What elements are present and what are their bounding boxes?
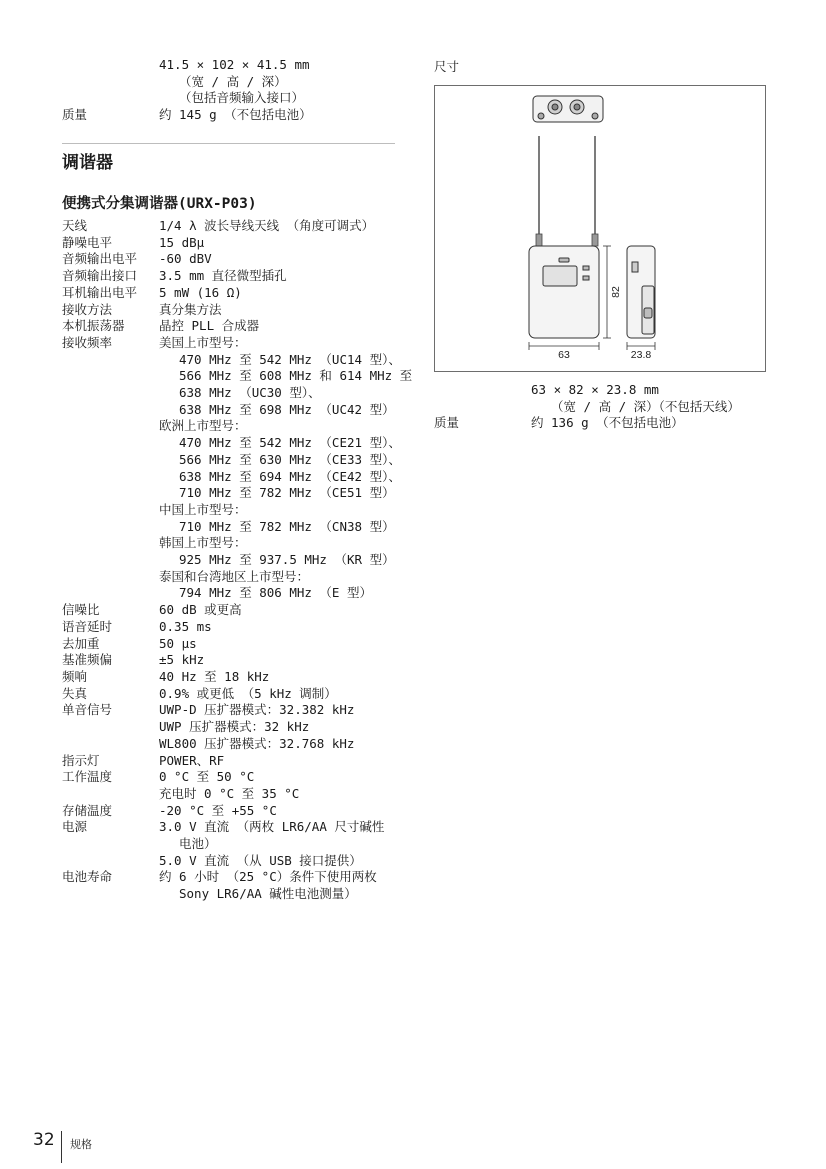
spec-label: 指示灯 bbox=[62, 752, 100, 768]
spec-values bbox=[159, 753, 402, 770]
spec-table bbox=[62, 218, 413, 903]
spec-values bbox=[159, 652, 402, 669]
spec-value-line: UWP 压扩器模式：32 kHz bbox=[159, 719, 310, 735]
spec-label: 失真 bbox=[62, 685, 88, 701]
spec-row bbox=[62, 803, 402, 820]
spec-value-line: 925 MHz 至 937.5 MHz （KR 型） bbox=[179, 552, 395, 568]
spec-value-line: 0.35 ms bbox=[159, 618, 212, 634]
spec-row bbox=[62, 652, 402, 669]
spec-label: 静噪电平 bbox=[62, 234, 113, 250]
spec-value-line: 约 136 g （不包括电池） bbox=[531, 415, 684, 431]
spec-values bbox=[159, 285, 402, 302]
spec-values bbox=[159, 819, 402, 869]
spec-value-line: （包括音频输入接口） bbox=[179, 90, 305, 106]
dim-depth-label: 23.8 bbox=[630, 349, 652, 361]
spec-value-line: 638 MHz 至 698 MHz （UC42 型） bbox=[179, 401, 395, 417]
spec-value-line: 3.5 mm 直径微型插孔 bbox=[159, 268, 287, 284]
spec-values bbox=[159, 669, 402, 686]
spec-row bbox=[62, 819, 402, 869]
spec-label: 耳机输出电平 bbox=[62, 284, 138, 300]
spec-value-line: 566 MHz 至 630 MHz （CE33 型）、 bbox=[179, 451, 401, 467]
spec-values bbox=[159, 218, 402, 235]
front-view bbox=[529, 246, 599, 338]
spec-label: 电池寿命 bbox=[62, 869, 113, 885]
spec-label: 音频输出电平 bbox=[62, 251, 138, 267]
spec-label bbox=[434, 382, 531, 415]
spec-value-line: 约 6 小时 （25 °C）条件下使用两枚 bbox=[159, 869, 377, 885]
dimension-figure bbox=[434, 85, 766, 372]
receiver-drawing bbox=[435, 86, 765, 371]
spec-value-line: 638 MHz 至 694 MHz （CE42 型）、 bbox=[179, 468, 401, 484]
spec-value-line: 41.5 × 102 × 41.5 mm bbox=[159, 57, 310, 72]
spec-values bbox=[159, 769, 402, 802]
spec-row bbox=[62, 753, 402, 770]
spec-label: 基准频偏 bbox=[62, 652, 113, 668]
spec-value-line: 40 Hz 至 18 kHz bbox=[159, 668, 270, 684]
spec-row bbox=[62, 318, 402, 335]
figure-caption: 尺寸 bbox=[434, 59, 460, 74]
spec-row bbox=[62, 702, 402, 752]
spec-row bbox=[62, 268, 402, 285]
spec-label: 存储温度 bbox=[62, 802, 113, 818]
spec-row bbox=[62, 251, 402, 268]
spec-values bbox=[159, 107, 396, 124]
spec-values bbox=[531, 415, 774, 432]
spec-values bbox=[159, 869, 402, 902]
spec-values bbox=[159, 318, 402, 335]
page-number: 32 bbox=[33, 1130, 55, 1150]
spec-value-line: 566 MHz 至 608 MHz 和 614 MHz 至 bbox=[179, 368, 413, 384]
spec-value-line: 470 MHz 至 542 MHz （UC14 型）、 bbox=[179, 351, 401, 367]
spec-value-line: UWP-D 压扩器模式：32.382 kHz bbox=[159, 702, 355, 718]
spec-label: 接收频率 bbox=[62, 334, 113, 350]
subsection-title-cn: 便携式分集调谐器 bbox=[62, 196, 178, 212]
spec-row bbox=[62, 235, 402, 252]
footer-divider bbox=[61, 1131, 62, 1163]
spec-value-line: -60 dBV bbox=[159, 251, 212, 267]
spec-values bbox=[159, 335, 412, 602]
spec-label: 质量 bbox=[434, 415, 460, 431]
spec-row bbox=[434, 415, 774, 432]
spec-value-line: 0.9% 或更低 （5 kHz 调制） bbox=[159, 685, 337, 701]
spec-value-line: 约 145 g （不包括电池） bbox=[159, 107, 312, 123]
spec-values bbox=[159, 636, 402, 653]
subsection-title bbox=[62, 192, 257, 213]
spec-value-line: 710 MHz 至 782 MHz （CN38 型） bbox=[179, 518, 395, 534]
spec-label: 工作温度 bbox=[62, 769, 113, 785]
spec-value-line: 794 MHz 至 806 MHz （E 型） bbox=[179, 585, 372, 601]
spec-values bbox=[159, 235, 402, 252]
spec-value-line: 710 MHz 至 782 MHz （CE51 型） bbox=[179, 485, 395, 501]
spec-value-line: -20 °C 至 +55 °C bbox=[159, 802, 277, 818]
spec-row bbox=[62, 334, 413, 602]
spec-label: 去加重 bbox=[62, 635, 100, 651]
spec-values bbox=[531, 382, 774, 415]
spec-value-line: （宽 / 高 / 深） bbox=[179, 73, 287, 89]
spec-row bbox=[62, 602, 402, 619]
spec-label: 频响 bbox=[62, 668, 88, 684]
spec-value-line: （宽 / 高 / 深）（不包括天线） bbox=[551, 398, 740, 414]
spec-row bbox=[62, 57, 396, 107]
spec-value-line: 1/4 λ 波长导线天线 （角度可调式） bbox=[159, 218, 375, 233]
spec-row bbox=[62, 769, 402, 802]
top-view bbox=[533, 96, 603, 122]
spec-row bbox=[62, 669, 402, 686]
spec-row bbox=[62, 869, 402, 902]
spec-values bbox=[159, 803, 402, 820]
footer-section: 规格 bbox=[70, 1138, 92, 1151]
spec-label: 天线 bbox=[62, 218, 88, 233]
spec-value-line: 中国上市型号： bbox=[159, 501, 247, 517]
spec-label: 接收方法 bbox=[62, 301, 113, 317]
spec-values bbox=[159, 602, 402, 619]
spec-label: 信噪比 bbox=[62, 602, 100, 618]
spec-value-line: 15 dBμ bbox=[159, 234, 205, 250]
spec-value-line: 欧洲上市型号： bbox=[159, 418, 247, 434]
spec-value-line: 470 MHz 至 542 MHz （CE21 型）、 bbox=[179, 435, 401, 451]
spec-label bbox=[62, 57, 159, 107]
spec-value-line: 3.0 V 直流 （两枚 LR6/AA 尺寸碱性 bbox=[159, 819, 385, 835]
spec-row bbox=[434, 382, 774, 415]
side-view bbox=[627, 246, 655, 338]
spec-values bbox=[159, 302, 402, 319]
spec-row bbox=[62, 619, 402, 636]
spec-value-line: ±5 kHz bbox=[159, 652, 205, 668]
spec-value-line: 美国上市型号： bbox=[159, 334, 247, 350]
spec-label: 本机振荡器 bbox=[62, 318, 125, 334]
spec-value-line: 5 mW (16 Ω) bbox=[159, 284, 242, 300]
spec-values bbox=[159, 702, 402, 752]
spec-values bbox=[159, 57, 396, 107]
spec-row bbox=[62, 636, 402, 653]
spec-value-line: 5.0 V 直流 （从 USB 接口提供） bbox=[159, 852, 362, 868]
spec-value-line: 638 MHz （UC30 型）、 bbox=[179, 385, 321, 401]
spec-row bbox=[62, 218, 402, 235]
subsection-title-model: (URX-P03) bbox=[178, 196, 257, 212]
spec-label: 单音信号 bbox=[62, 702, 113, 718]
dim-height-label: 82 bbox=[610, 286, 622, 298]
spec-values bbox=[159, 619, 402, 636]
spec-value-line: 60 dB 或更高 bbox=[159, 602, 242, 618]
spec-row bbox=[62, 285, 402, 302]
dim-width-label: 63 bbox=[558, 349, 570, 361]
spec-value-line: 充电时 0 °C 至 35 °C bbox=[159, 785, 300, 801]
spec-row bbox=[62, 686, 402, 703]
section-divider bbox=[62, 143, 395, 144]
section-title: 调谐器 bbox=[62, 153, 113, 173]
spec-value-line: 真分集方法 bbox=[159, 301, 222, 317]
spec-value-line: 0 °C 至 50 °C bbox=[159, 769, 255, 785]
spec-values bbox=[159, 251, 402, 268]
spec-row bbox=[62, 107, 396, 124]
spec-label: 电源 bbox=[62, 819, 88, 835]
spec-value-line: Sony LR6/AA 碱性电池测量） bbox=[179, 886, 357, 902]
spec-value-line: 电池） bbox=[179, 836, 217, 852]
spec-value-line: 泰国和台湾地区上市型号： bbox=[159, 568, 310, 584]
spec-value-line: 63 × 82 × 23.8 mm bbox=[531, 382, 659, 397]
spec-value-line: POWER、RF bbox=[159, 752, 225, 768]
spec-values bbox=[159, 686, 402, 703]
antennas bbox=[536, 136, 598, 246]
spec-value-line: 韩国上市型号： bbox=[159, 535, 247, 551]
spec-label: 语音延时 bbox=[62, 618, 113, 634]
spec-row bbox=[62, 302, 402, 319]
spec-label: 质量 bbox=[62, 107, 88, 123]
right-spec-block bbox=[434, 382, 774, 432]
spec-value-line: 晶控 PLL 合成器 bbox=[159, 318, 260, 334]
spec-value-line: WL800 压扩器模式：32.768 kHz bbox=[159, 735, 355, 751]
top-spec-block bbox=[62, 57, 396, 124]
spec-values bbox=[159, 268, 402, 285]
spec-label: 音频输出接口 bbox=[62, 268, 138, 284]
spec-value-line: 50 μs bbox=[159, 635, 197, 651]
